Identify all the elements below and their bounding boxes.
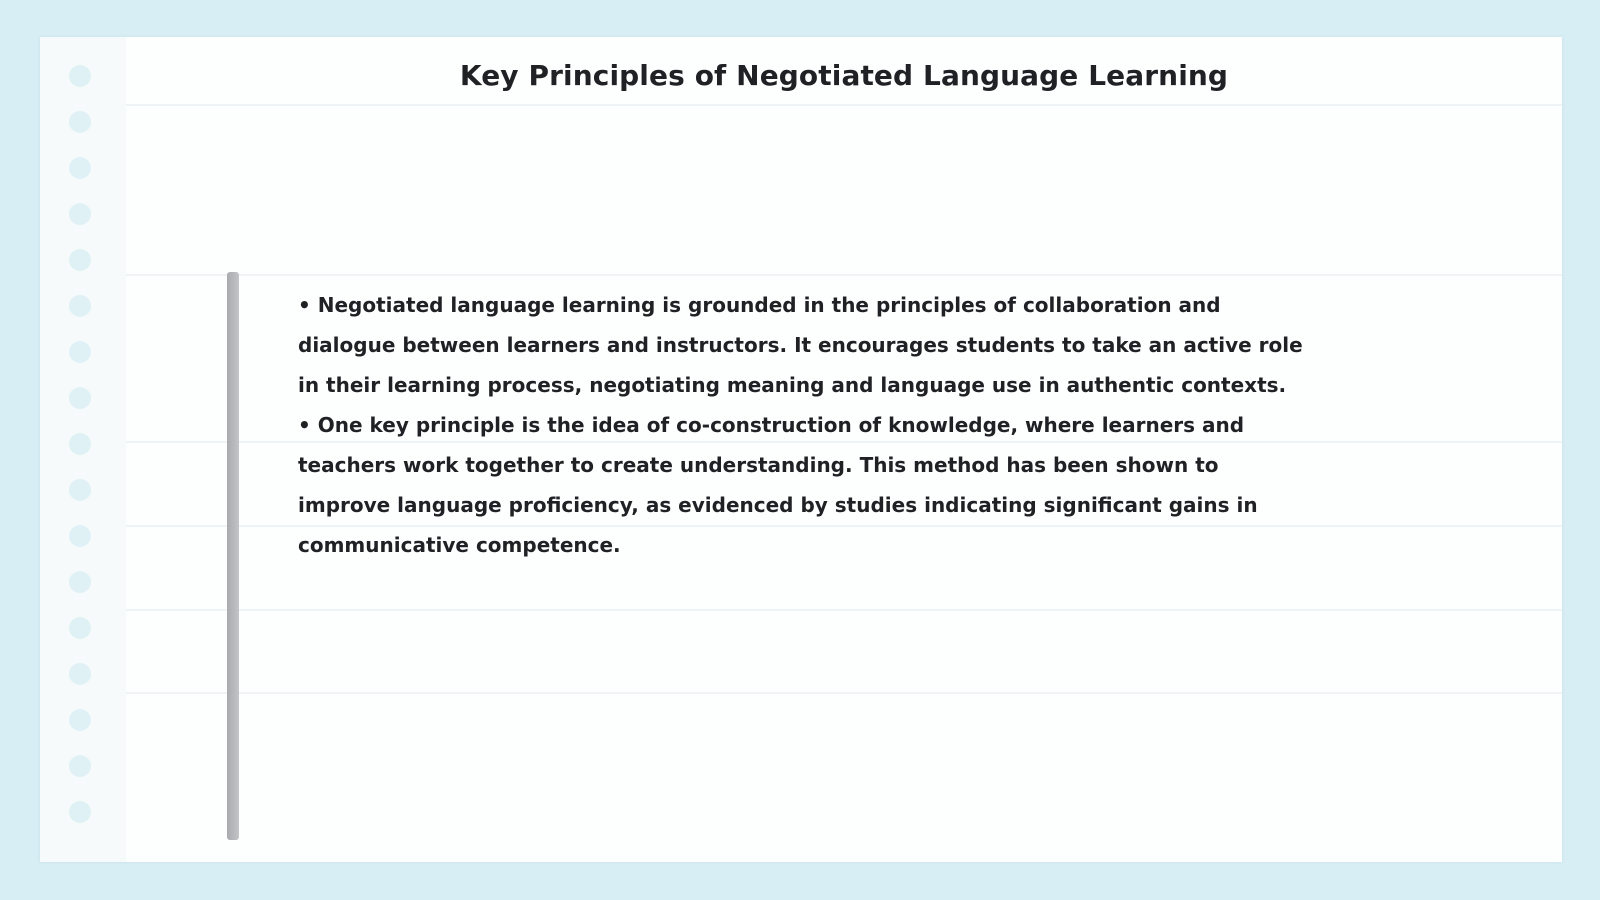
- binder-hole: [69, 341, 91, 363]
- binder-holes: [69, 65, 91, 847]
- slide-page: [40, 37, 1562, 862]
- binder-hole: [69, 525, 91, 547]
- binder-hole: [69, 111, 91, 133]
- binder-hole: [69, 433, 91, 455]
- accent-bar: [227, 272, 239, 840]
- binder-hole: [69, 249, 91, 271]
- binder-hole: [69, 571, 91, 593]
- binder-hole: [69, 617, 91, 639]
- binder-hole: [69, 479, 91, 501]
- ruled-line: [126, 104, 1562, 106]
- bullet-item: • One key principle is the idea of co-construction of knowledge, where learners and teachers work together to create understanding. This method has been shown to improve language proficiency, as evidenced by studies indicating significant gains in communicative competence.: [298, 413, 1258, 557]
- slide-title: Key Principles of Negotiated Language Learning: [459, 59, 1229, 92]
- bullet-list: [298, 285, 1308, 565]
- binder-hole: [69, 709, 91, 731]
- binder-hole: [69, 295, 91, 317]
- bullet-item: • Negotiated language learning is grounded in the principles of collaboration and dialogue between learners and instructors. It encourages students to take an active role in their learning process, negotiating meaning and language use in authentic contexts.: [298, 293, 1303, 397]
- binder-hole: [69, 755, 91, 777]
- ruled-line: [126, 692, 1562, 694]
- binder-hole: [69, 387, 91, 409]
- notebook-margin: [40, 37, 126, 862]
- ruled-line: [126, 609, 1562, 611]
- binder-hole: [69, 663, 91, 685]
- binder-hole: [69, 157, 91, 179]
- binder-hole: [69, 65, 91, 87]
- binder-hole: [69, 203, 91, 225]
- ruled-line: [126, 274, 1562, 276]
- binder-hole: [69, 801, 91, 823]
